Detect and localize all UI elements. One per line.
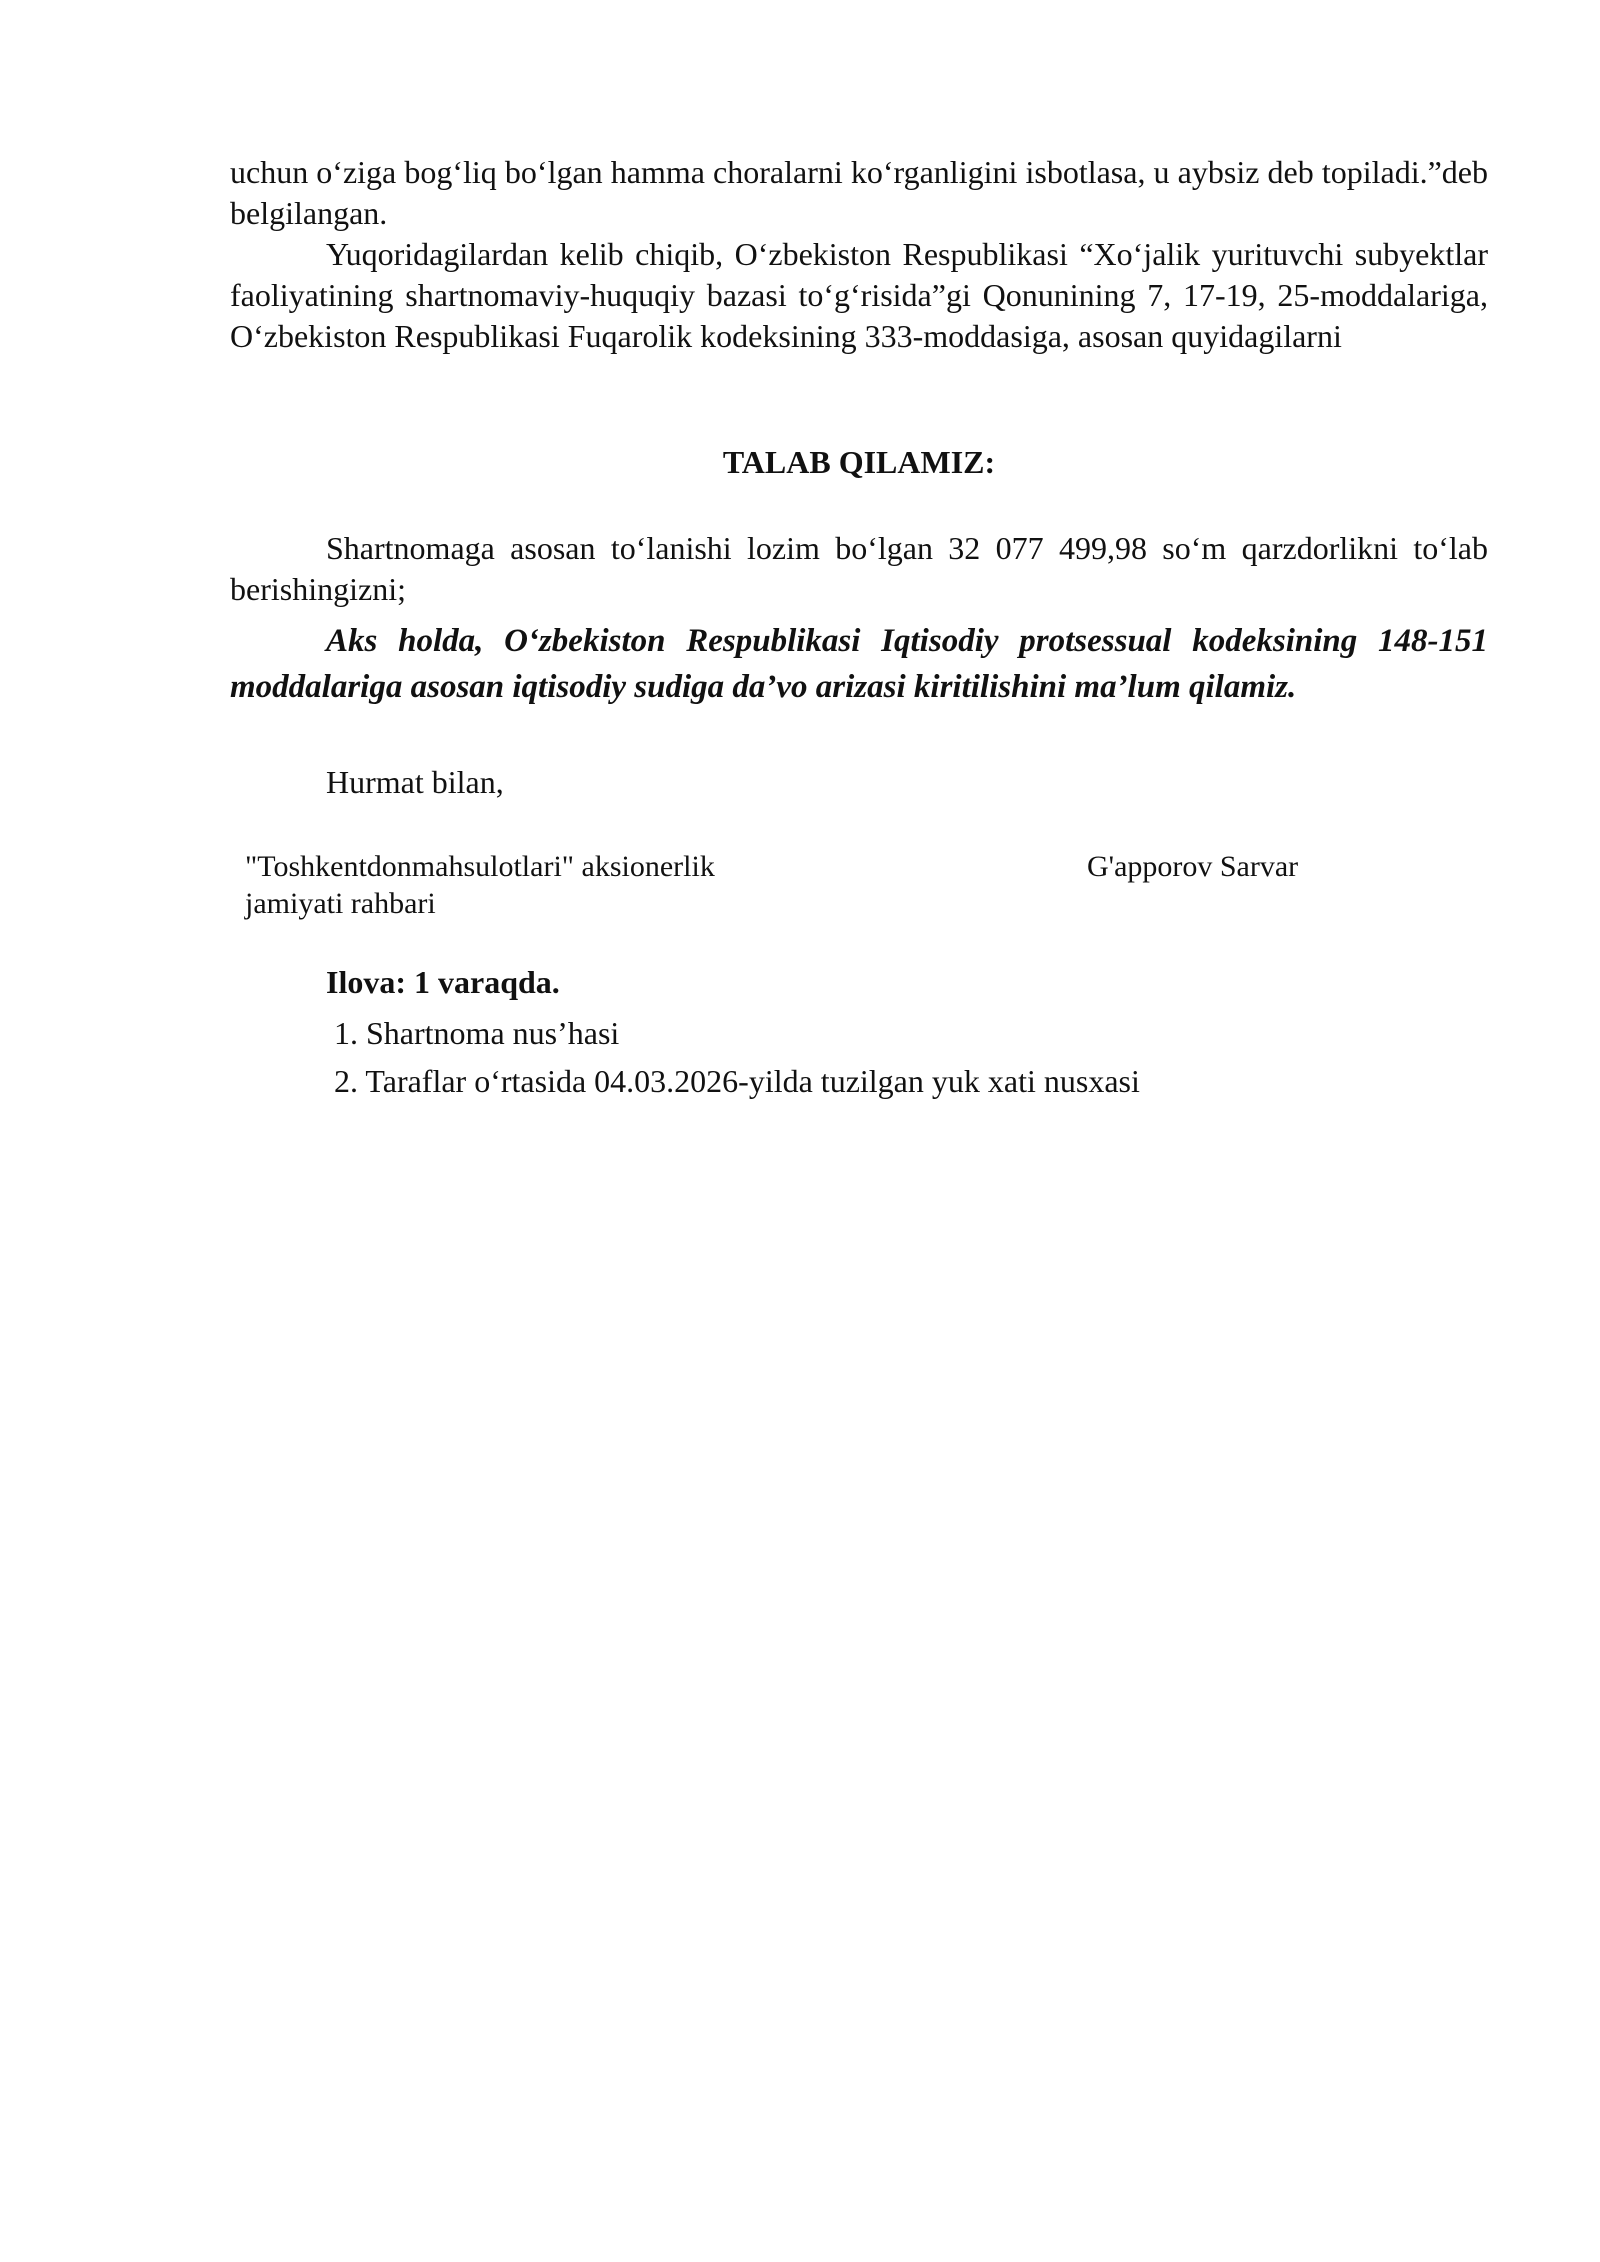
demand-paragraph: Shartnomaga asosan to‘lanishi lozim bo‘lgan 32 077 499,98 so‘m qarzdorlikni to‘lab berishingizni;	[230, 530, 1488, 607]
signatory-position-line-2: jamiyati rahbari	[245, 887, 436, 920]
attachment-item: 1. Shartnoma nus’hasi	[334, 1015, 620, 1051]
signatory-position	[245, 848, 805, 922]
attachment-item: 2. Taraflar o‘rtasida 04.03.2026-yilda tuzilgan yuk xati nusxasi	[334, 1063, 1140, 1099]
signatory-name: G'apporov Sarvar	[1087, 850, 1299, 883]
closing-greeting: Hurmat bilan,	[326, 764, 504, 800]
warning-paragraph: Aks holda, O‘zbekiston Respublikasi Iqtisodiy protsessual kodeksining 148-151 moddalariga asosan iqtisodiy sudiga da’vo arizasi kiritilishini ma’lum qilamiz.	[230, 623, 1488, 705]
legal-basis-paragraph: Yuqoridagilardan kelib chiqib, O‘zbekiston Respublikasi “Xo‘jalik yurituvchi subyektlar faoliyatining shartnomaviy-huquqiy bazasi to‘g‘risida”gi Qonunining 7, 17-19, 25-moddalariga, O‘zbekiston Respublikasi Fuqarolik kodeksining 333-moddasiga, asosan quyidagilarni	[230, 236, 1488, 354]
attachments-list	[334, 1009, 1140, 1105]
signatory-position-line-1: "Toshkentdonmahsulotlari" aksionerlik	[245, 850, 715, 883]
continuation-paragraph: uchun o‘ziga bog‘liq bo‘lgan hamma choralarni ko‘rganligini isbotlasa, u aybsiz deb topiladi.”deb belgilangan.	[230, 154, 1488, 231]
attachments-title: Ilova: 1 varaqda.	[326, 964, 560, 1000]
demand-heading: TALAB QILAMIZ:	[722, 444, 996, 480]
